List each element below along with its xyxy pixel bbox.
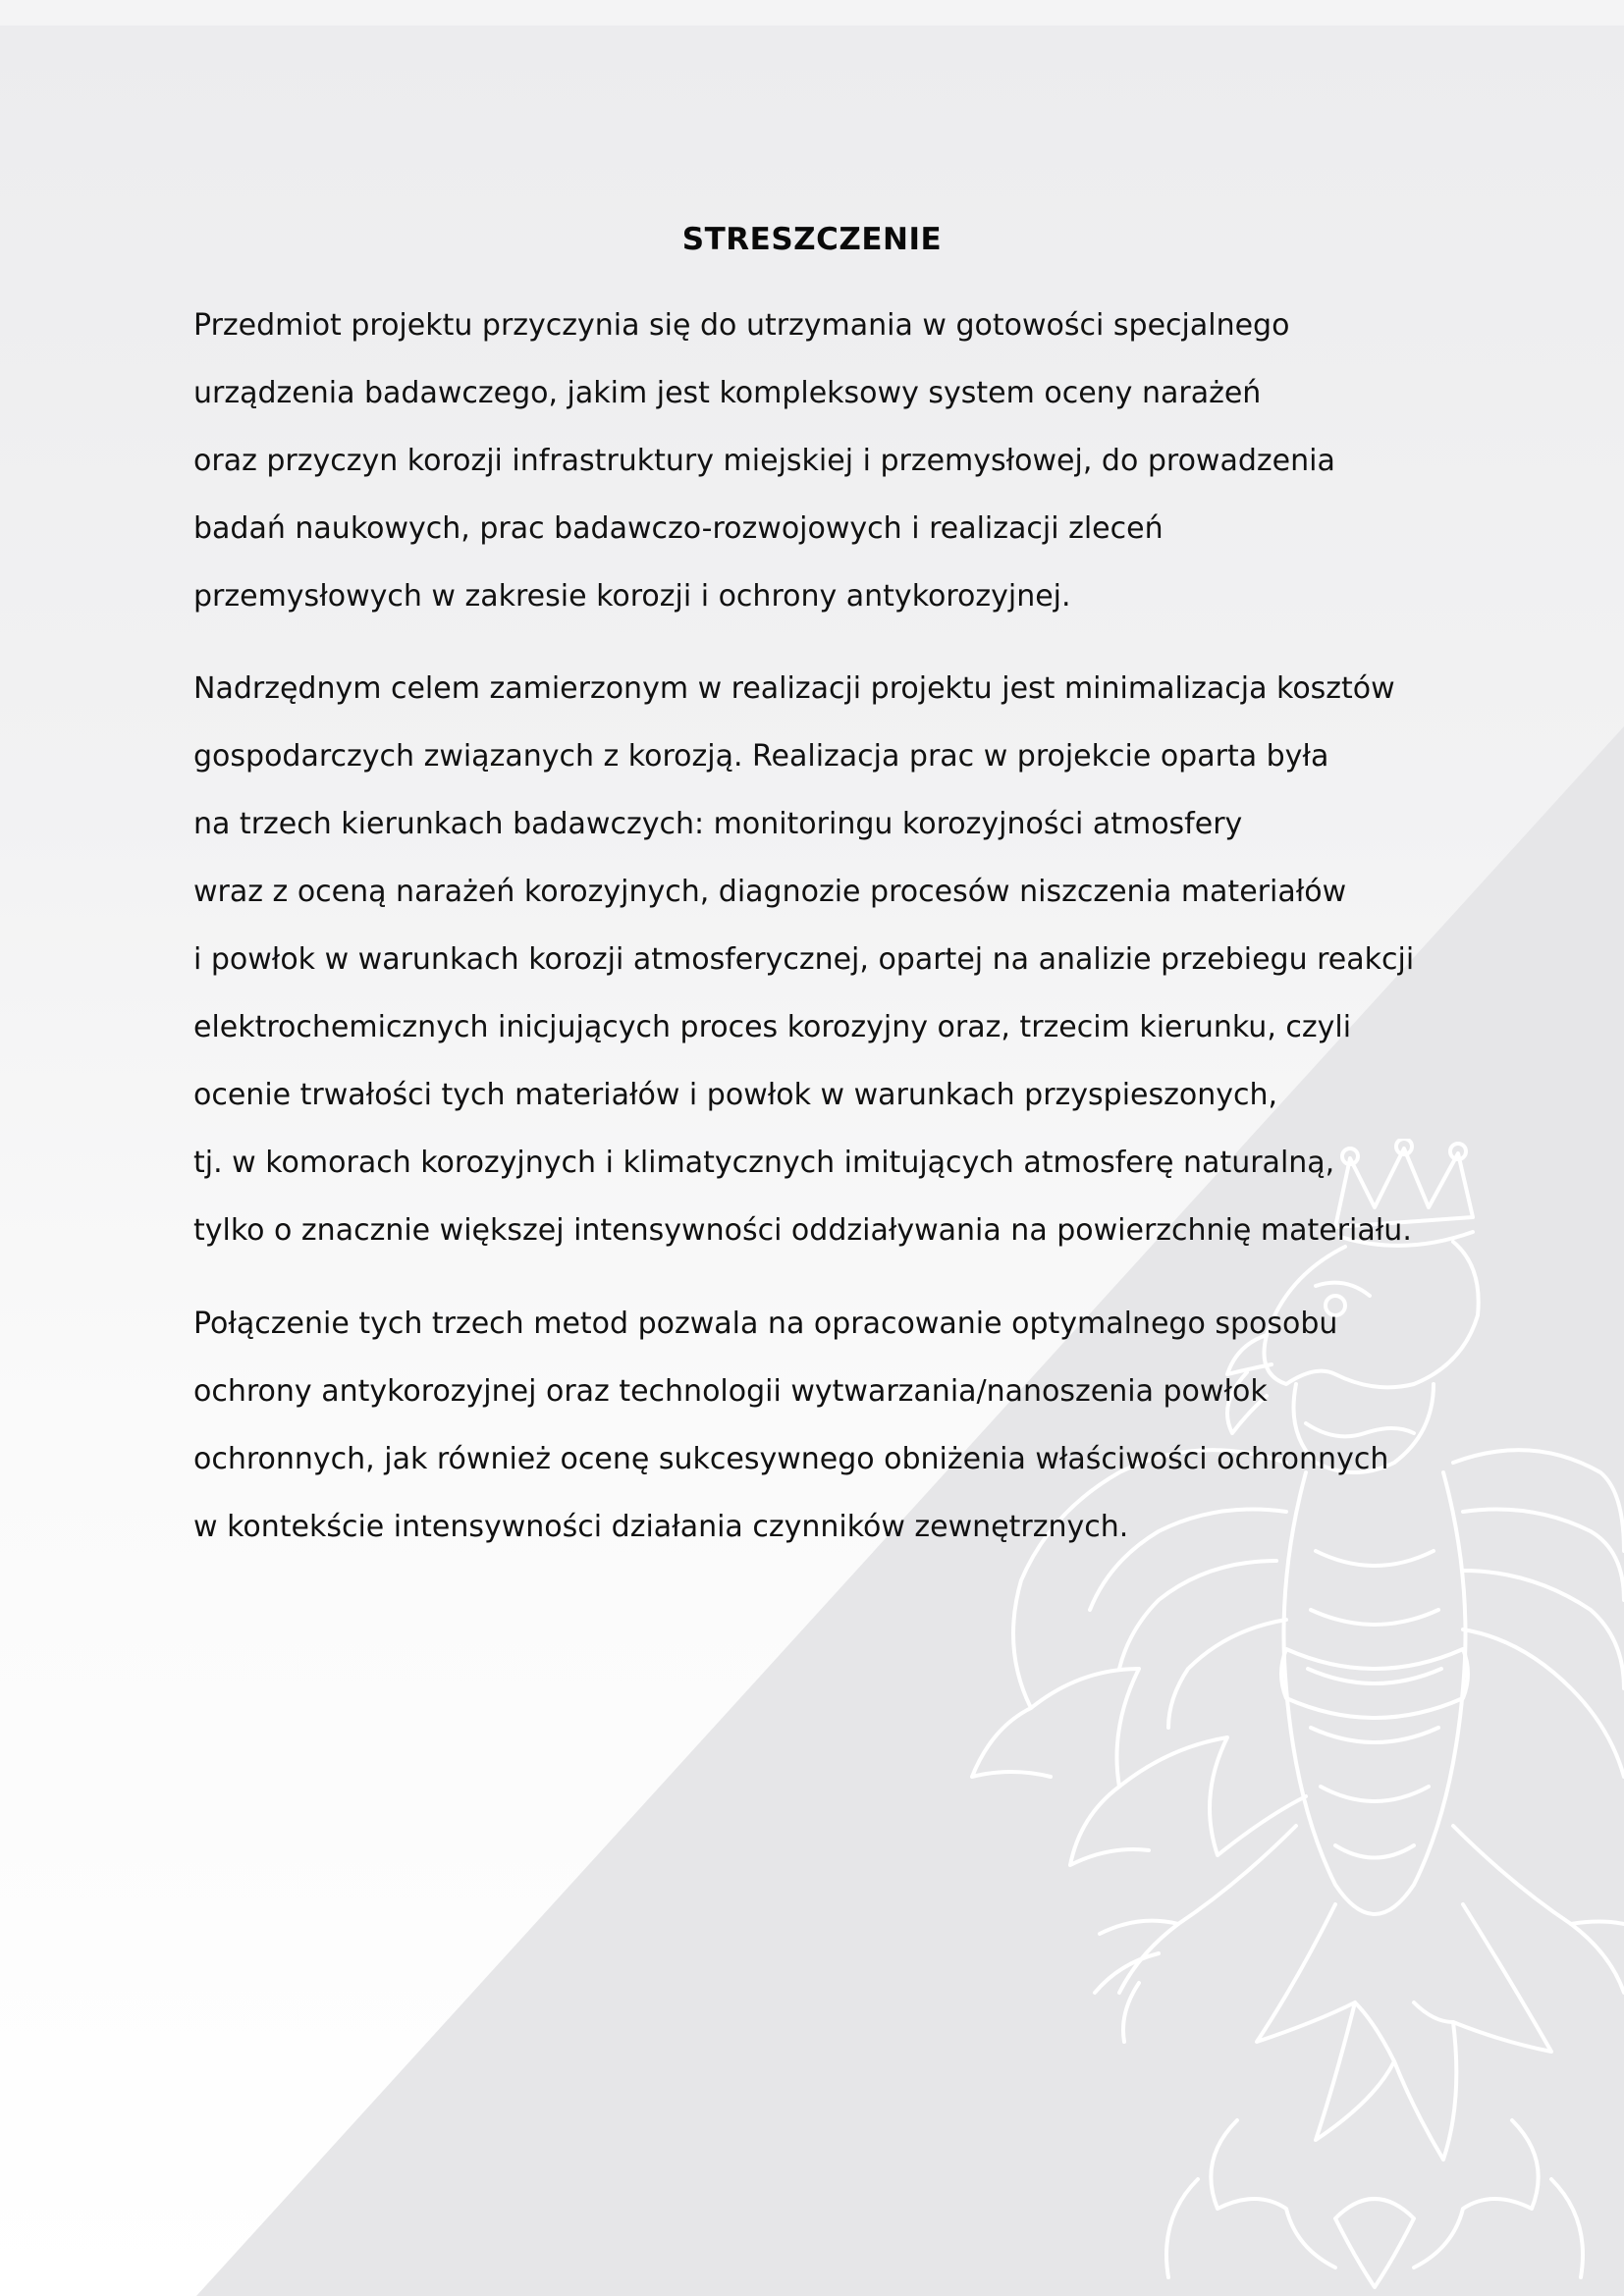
text-line: gospodarczych związanych z korozją. Realizacja prac w projekcie oparta była	[193, 739, 1329, 774]
page-title: STRESZCZENIE	[681, 221, 943, 257]
text-line: Przedmiot projektu przyczynia się do utrzymania w gotowości specjalnego	[193, 308, 1290, 343]
text-line: Nadrzędnym celem zamierzonym w realizacji projektu jest minimalizacja kosztów	[193, 671, 1395, 706]
text-line: ochrony antykorozyjnej oraz technologii wytwarzania/nanoszenia powłok	[193, 1374, 1268, 1409]
text-line: Połączenie tych trzech metod pozwala na opracowanie optymalnego sposobu	[193, 1307, 1338, 1341]
text-line: ocenie trwałości tych materiałów i powłok w warunkach przyspieszonych,	[193, 1078, 1278, 1112]
text-line: i powłok w warunkach korozji atmosferycznej, opartej na analizie przebiegu reakcji	[193, 942, 1415, 977]
text-line: na trzech kierunkach badawczych: monitoringu korozyjności atmosfery	[193, 807, 1243, 841]
paragraph-1	[193, 292, 1335, 630]
text-line: przemysłowych w zakresie korozji i ochrony antykorozyjnej.	[193, 579, 1071, 614]
text-line: wraz z oceną narażeń korozyjnych, diagnozie procesów niszczenia materiałów	[193, 875, 1347, 909]
text-line: oraz przyczyn korozji infrastruktury miejskiej i przemysłowej, do prowadzenia	[193, 444, 1335, 478]
text-line: tylko o znacznie większej intensywności oddziaływania na powierzchnię materiału.	[193, 1213, 1412, 1248]
paragraph-2	[193, 655, 1414, 1264]
text-line: w kontekście intensywności działania czynników zewnętrznych.	[193, 1510, 1129, 1544]
text-line: elektrochemicznych inicjujących proces korozyjny oraz, trzecim kierunku, czyli	[193, 1010, 1352, 1044]
text-line: tj. w komorach korozyjnych i klimatycznych imitujących atmosferę naturalną,	[193, 1146, 1335, 1180]
text-line: ochronnych, jak również ocenę sukcesywnego obniżenia właściwości ochronnych	[193, 1442, 1389, 1476]
text-line: badań naukowych, prac badawczo-rozwojowych i realizacji zleceń	[193, 511, 1164, 546]
text-line: urządzenia badawczego, jakim jest kompleksowy system oceny narażeń	[193, 376, 1262, 410]
paragraph-3	[193, 1290, 1388, 1561]
